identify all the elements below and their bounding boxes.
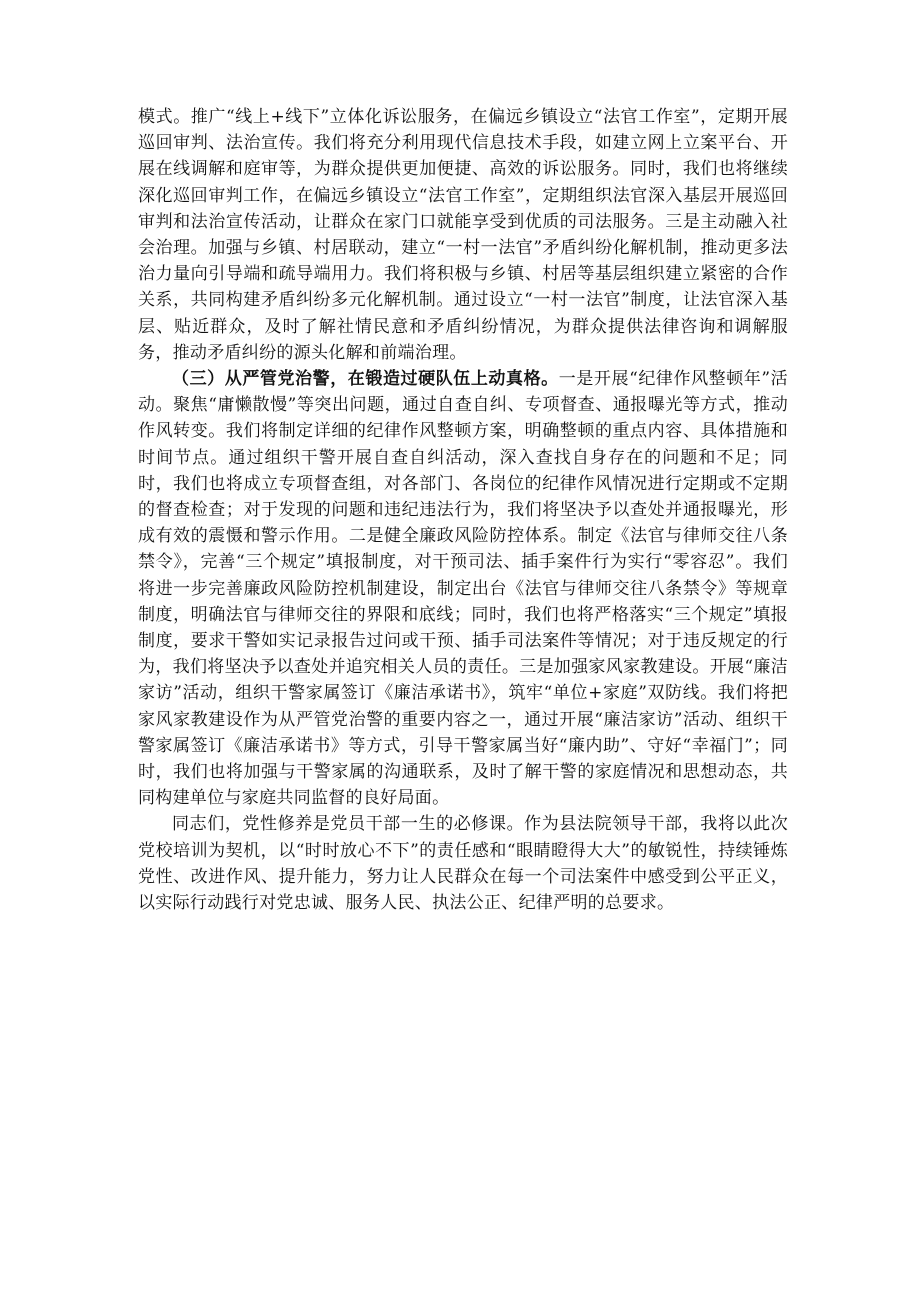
section-body: 一是开展“纪律作风整顿年”活动。聚焦“庸懒散慢”等突出问题，通过自查自纠、专项督查、通报曝光等方式，推动作风转变。我们将制定详细的纪律作风整顿方案，明确整顿的重点内容、具体措施和时间节点。通过组织干警开展自查自纠活动，深入查找自身存在的问题和不足；同时，我们也将成立专项督查组，对各部门、各岗位的纪律作风情况进行定期或不定期的督查检查；对于发现的问题和违纪违法行为，我们将坚决予以查处并通报曝光，形成有效的震慑和警示作用。二是健全廉政风险防控体系。制定《法官与律师交往八条禁令》，完善“三个规定”填报制度，对干预司法、插手案件行为实行“零容忍”。我们将进一步完善廉政风险防控机制建设，制定出台《法官与律师交往八条禁令》等规章制度，明确法官与律师交往的界限和底线；同时，我们也将严格落实“三个规定”填报制度，要求干警如实记录报告过问或干预、插手司法案件等情况；对于违反规定的行为，我们将坚决予以查处并追究相关人员的责任。三是加强家风家教建设。开展“廉洁家访”活动，组织干警家属签订《廉洁承诺书》，筑牢“单位+家庭”双防线。我们将把家风家教建设作为从严管党治警的重要内容之一，通过开展“廉洁家访”活动、组织干警家属签订《廉洁承诺书》等方式，引导干警家属当好“廉内助”、守好“幸福门”；同时，我们也将加强与干警家属的沟通联系，及时了解干警的家庭情况和思想动态，共同构建单位与家庭共同监督的良好局面。	[138, 369, 788, 809]
document-body	[138, 104, 788, 916]
paragraph-section-three	[138, 366, 788, 811]
section-heading: （三）从严管党治警，在锻造过硬队伍上动真格。	[172, 369, 559, 390]
paragraph-continuation: 模式。推广“线上+线下”立体化诉讼服务，在偏远乡镇设立“法官工作室”，定期开展巡回审判、法治宣传。我们将充分利用现代信息技术手段，如建立网上立案平台、开展在线调解和庭审等，为群众提供更加便捷、高效的诉讼服务。同时，我们也将继续深化巡回审判工作，在偏远乡镇设立“法官工作室”，定期组织法官深入基层开展巡回审判和法治宣传活动，让群众在家门口就能享受到优质的司法服务。三是主动融入社会治理。加强与乡镇、村居联动，建立“一村一法官”矛盾纠纷化解机制，推动更多法治力量向引导端和疏导端用力。我们将积极与乡镇、村居等基层组织建立紧密的合作关系，共同构建矛盾纠纷多元化解机制。通过设立“一村一法官”制度，让法官深入基层、贴近群众，及时了解社情民意和矛盾纠纷情况，为群众提供法律咨询和调解服务，推动矛盾纠纷的源头化解和前端治理。	[138, 107, 788, 363]
paragraph-closing: 同志们，党性修养是党员干部一生的必修课。作为县法院领导干部，我将以此次党校培训为契机，以“时时放心不下”的责任感和“眼睛瞪得大大”的敏锐性，持续锤炼党性、改进作风、提升能力，努力让人民群众在每一个司法案件中感受到公平正义，以实际行动践行对党忠诚、服务人民、执法公正、纪律严明的总要求。	[138, 814, 788, 914]
